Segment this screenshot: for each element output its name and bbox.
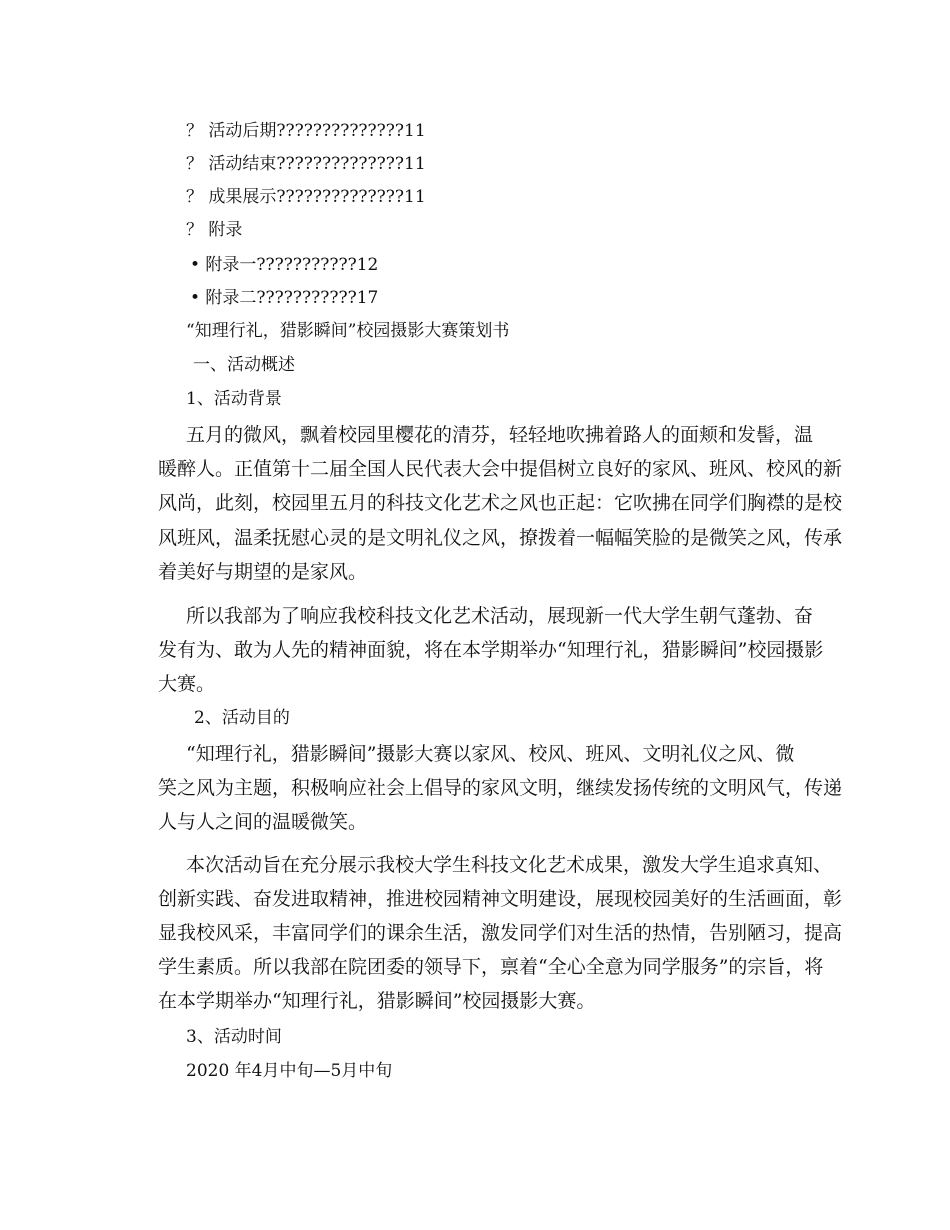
paragraph-line: “知理行礼，猎影瞬间”摄影大赛以家风、校风、班风、文明礼仪之风、微 xyxy=(186,743,795,765)
paragraph-line: 学生素质。所以我部在院团委的领导下，禀着“全心全意为同学服务”的宗旨，将 xyxy=(158,956,824,978)
activity-time: 2020 年4月中旬—5月中旬 xyxy=(186,1061,393,1081)
subsection-heading: 1、活动背景 xyxy=(186,389,282,409)
paragraph-line: 发有为、敢为人先的精神面貌，将在本学期举办“知理行礼，猎影瞬间”校园摄影 xyxy=(158,639,824,661)
paragraph-line: 着美好与期望的是家风。 xyxy=(158,561,368,583)
paragraph-line: 人与人之间的温暖微笑。 xyxy=(158,811,368,833)
paragraph-line: 所以我部为了响应我校科技文化艺术活动，展现新一代大学生朝气蓬勃、奋 xyxy=(186,605,814,627)
paragraph-line: 风班风，温柔抚慰心灵的是文明礼仪之风，撩拨着一幅幅笑脸的是微笑之风，传承 xyxy=(158,527,843,549)
toc-entry: • 附录一???????????12 xyxy=(190,255,379,275)
paragraph-line: 显我校风采，丰富同学们的课余生活，激发同学们对生活的热情，告别陋习，提高 xyxy=(158,922,843,944)
paragraph-line: 在本学期举办“知理行礼，猎影瞬间”校园摄影大赛。 xyxy=(158,990,596,1012)
toc-entry: ？ 成果展示??????????????11 xyxy=(186,187,426,207)
toc-entry: • 附录二???????????17 xyxy=(190,288,379,308)
paragraph-line: 风尚，此刻，校园里五月的科技文化艺术之风也正起：它吹拂在同学们胸襟的是校 xyxy=(158,492,843,514)
paragraph-line: 笑之风为主题，积极响应社会上倡导的家风文明，继续发扬传统的文明风气，传递 xyxy=(158,777,843,799)
paragraph-line: 五月的微风，飘着校园里樱花的清芬，轻轻地吹拂着路人的面颊和发髻，温 xyxy=(186,424,814,446)
paragraph-line: 暖醉人。正值第十二届全国人民代表大会中提倡树立良好的家风、班风、校风的新 xyxy=(158,458,843,480)
subsection-heading: 3、活动时间 xyxy=(186,1027,282,1047)
paragraph-line: 创新实践、奋发进取精神，推进校园精神文明建设，展现校园美好的生活画面，彰 xyxy=(158,888,843,910)
section-heading: 一、活动概述 xyxy=(193,355,295,375)
subsection-heading: 2、活动目的 xyxy=(194,708,290,728)
paragraph-line: 大赛。 xyxy=(158,673,216,695)
toc-entry: ？ 活动结束??????????????11 xyxy=(186,154,426,174)
document-title: “知理行礼，猎影瞬间”校园摄影大赛策划书 xyxy=(186,321,510,341)
toc-entry: ？ 附录 xyxy=(186,220,243,240)
paragraph-line: 本次活动旨在充分展示我校大学生科技文化艺术成果，激发大学生追求真知、 xyxy=(186,854,833,876)
toc-entry: ？ 活动后期??????????????11 xyxy=(186,121,426,141)
